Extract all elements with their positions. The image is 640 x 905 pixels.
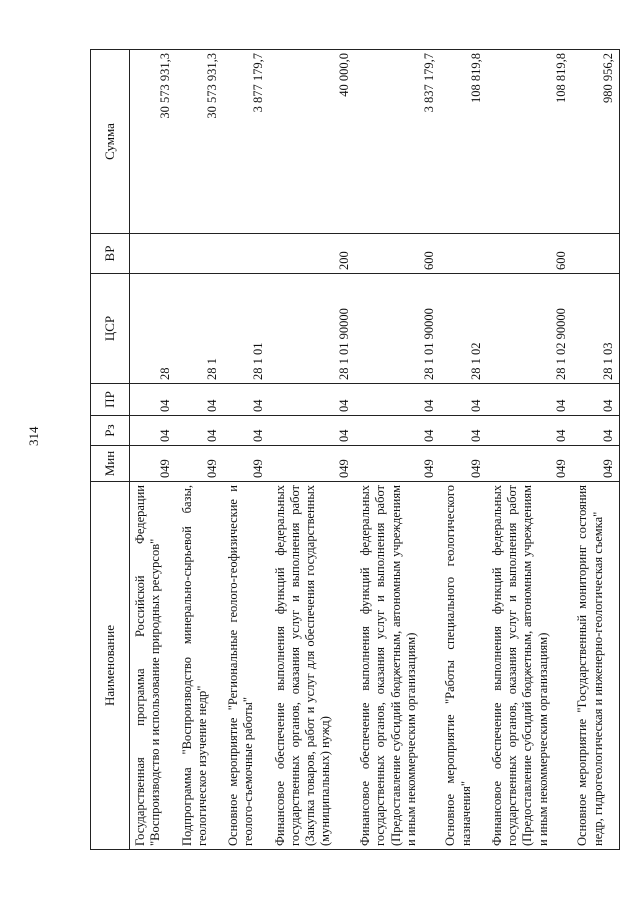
row-rz: 04 <box>440 416 487 446</box>
table-row <box>177 50 224 850</box>
row-name: Подпрограмма "Воспроизводство минерально-сырьевой базы, геологическое изучение недр" <box>177 482 224 850</box>
row-min: 049 <box>572 446 619 482</box>
row-rz: 04 <box>487 416 572 446</box>
row-pr: 04 <box>177 384 224 416</box>
row-min: 049 <box>130 446 177 482</box>
row-vr <box>223 234 270 274</box>
row-min: 049 <box>223 446 270 482</box>
row-csr: 28 1 01 90000 <box>355 274 440 384</box>
row-vr: 200 <box>270 234 355 274</box>
row-sum: 30 573 931,3 <box>130 50 177 234</box>
row-rz: 04 <box>130 416 177 446</box>
rotated-table-container <box>90 50 620 850</box>
row-min: 049 <box>177 446 224 482</box>
budget-table <box>90 49 620 850</box>
row-vr <box>130 234 177 274</box>
row-name: Основное мероприятие "Государственный мониторинг состояния недр, гидрогеологическая и инженерно-геологическая съемка" <box>572 482 619 850</box>
row-csr: 28 <box>130 274 177 384</box>
row-sum: 108 819,8 <box>487 50 572 234</box>
table-row <box>440 50 487 850</box>
row-rz: 04 <box>270 416 355 446</box>
row-min: 049 <box>487 446 572 482</box>
row-csr: 28 1 02 <box>440 274 487 384</box>
row-rz: 04 <box>223 416 270 446</box>
row-min: 049 <box>440 446 487 482</box>
table-row <box>572 50 619 850</box>
header-csr: ЦСР <box>91 274 130 384</box>
row-csr: 28 1 03 <box>572 274 619 384</box>
row-csr: 28 1 01 <box>223 274 270 384</box>
row-pr: 04 <box>355 384 440 416</box>
row-pr: 04 <box>270 384 355 416</box>
header-sum: Сумма <box>91 50 130 234</box>
header-name: Наименование <box>91 482 130 850</box>
row-vr <box>177 234 224 274</box>
header-min: Мин <box>91 446 130 482</box>
row-min: 049 <box>355 446 440 482</box>
row-name: Основное мероприятие "Работы специального геологического назначения" <box>440 482 487 850</box>
row-vr: 600 <box>355 234 440 274</box>
table-row <box>270 50 355 850</box>
page-number: 314 <box>26 426 41 446</box>
row-pr: 04 <box>130 384 177 416</box>
row-name: Финансовое обеспечение выполнения функций федеральных государственных органов, оказания услуг и выполнения работ (Закупка товаров, работ и услуг для обеспечения государственных (муниципальных) нужд) <box>270 482 355 850</box>
row-csr: 28 1 01 90000 <box>270 274 355 384</box>
table-row <box>223 50 270 850</box>
row-sum: 3 837 179,7 <box>355 50 440 234</box>
row-sum: 30 573 931,3 <box>177 50 224 234</box>
row-vr <box>572 234 619 274</box>
row-vr <box>440 234 487 274</box>
row-sum: 40 000,0 <box>270 50 355 234</box>
header-rz: Рз <box>91 416 130 446</box>
row-rz: 04 <box>355 416 440 446</box>
table-row <box>355 50 440 850</box>
row-sum: 980 956,2 <box>572 50 619 234</box>
table-header-row <box>91 50 130 850</box>
row-rz: 04 <box>177 416 224 446</box>
row-vr: 600 <box>487 234 572 274</box>
header-vr: ВР <box>91 234 130 274</box>
row-min: 049 <box>270 446 355 482</box>
row-name: Государственная программа Российской Федерации "Воспроизводство и использование природных ресурсов" <box>130 482 177 850</box>
row-csr: 28 1 <box>177 274 224 384</box>
row-pr: 04 <box>487 384 572 416</box>
row-pr: 04 <box>223 384 270 416</box>
header-pr: ПР <box>91 384 130 416</box>
row-sum: 108 819,8 <box>440 50 487 234</box>
row-csr: 28 1 02 90000 <box>487 274 572 384</box>
row-sum: 3 877 179,7 <box>223 50 270 234</box>
row-name: Финансовое обеспечение выполнения функций федеральных государственных органов, оказания услуг и выполнения работ (Предоставление субсидий бюджетным, автономным учреждениям и иным некоммерческим организациям) <box>487 482 572 850</box>
row-name: Финансовое обеспечение выполнения функций федеральных государственных органов, оказания услуг и выполнения работ (Предоставление субсидий бюджетным, автономным учреждениям и иным некоммерческим организациям) <box>355 482 440 850</box>
table-row <box>130 50 177 850</box>
row-rz: 04 <box>572 416 619 446</box>
row-name: Основное мероприятие "Региональные геолого-геофизические и геолого-съемочные работы" <box>223 482 270 850</box>
row-pr: 04 <box>572 384 619 416</box>
row-pr: 04 <box>440 384 487 416</box>
table-row <box>487 50 572 850</box>
